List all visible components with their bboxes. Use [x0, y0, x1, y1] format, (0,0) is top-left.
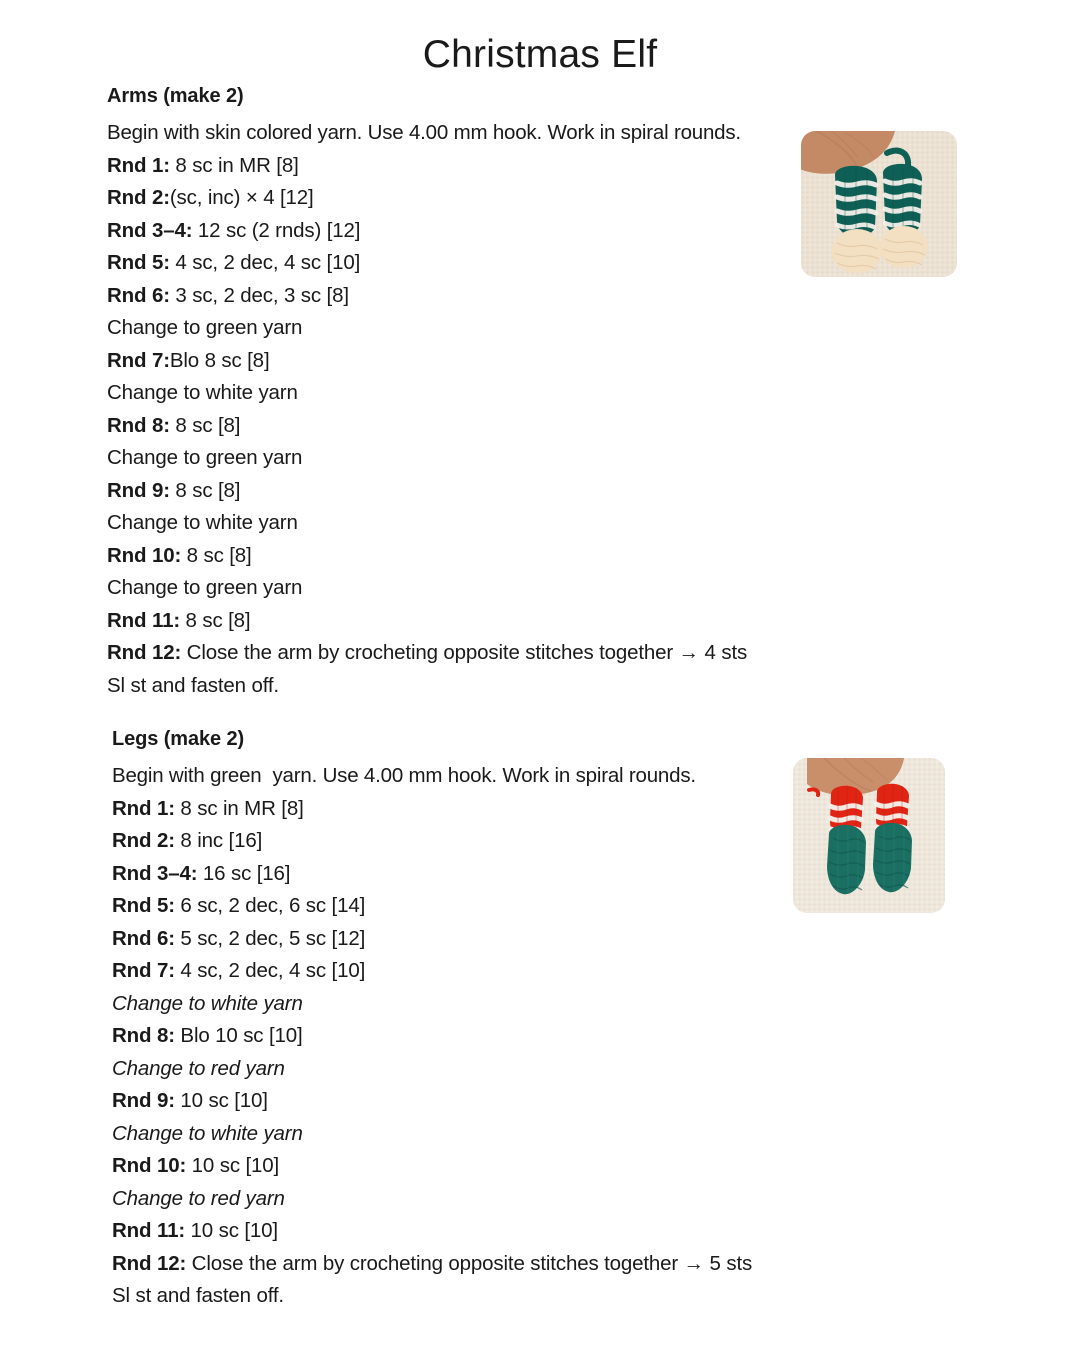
note-row: [112, 1280, 812, 1313]
instruction-row: [107, 247, 807, 280]
instruction-text: 6 sc, 2 dec, 6 sc [14]: [174, 894, 366, 917]
instruction-text: Close the arm by crocheting opposite stitches together → 5 sts: [186, 1251, 753, 1275]
section-intro-legs: Begin with green yarn. Use 4.00 mm hook. Work in spiral rounds.: [112, 764, 696, 787]
instruction-row: [107, 182, 807, 215]
instruction-text: 10 sc [10]: [185, 1219, 278, 1242]
instruction-row: [107, 540, 807, 573]
instruction-text: 3 sc, 2 dec, 3 sc [8]: [169, 283, 349, 307]
instruction-row: [112, 825, 812, 858]
note-row: [112, 988, 812, 1021]
round-label: Rnd 11:: [107, 608, 180, 632]
instruction-row: [107, 345, 807, 378]
instruction-text: Sl st and fasten off.: [112, 1284, 284, 1307]
instruction-row: [112, 793, 812, 826]
instruction-text: (sc, inc) × 4 [12]: [169, 186, 314, 209]
instruction-row: [112, 890, 812, 923]
note-row: [107, 507, 807, 540]
instruction-row: [112, 955, 812, 988]
instruction-text: Change to green yarn: [107, 316, 303, 339]
round-label: Rnd 1:: [112, 796, 175, 820]
instruction-text: Change to white yarn: [107, 511, 298, 534]
instruction-text: Change to green yarn: [107, 446, 303, 469]
instruction-row: [112, 858, 812, 891]
section-heading-arms: Arms (make 2): [107, 85, 244, 107]
page-title: Christmas Elf: [422, 33, 658, 76]
round-label: Rnd 2:: [112, 829, 175, 852]
legs-photo-image: [793, 758, 945, 913]
instruction-text: 16 sc [16]: [197, 861, 291, 885]
instruction-text: Change to red yarn: [112, 1186, 285, 1210]
instruction-row: [107, 475, 807, 508]
instruction-text: 8 sc in MR [8]: [174, 796, 304, 820]
pattern-section-legs: [112, 727, 812, 1313]
instruction-text: 8 sc [8]: [181, 543, 252, 567]
instruction-text: 12 sc (2 rnds) [12]: [192, 218, 361, 242]
round-label: Rnd 2:: [107, 186, 170, 209]
instruction-text: Close the arm by crocheting opposite stitches together → 4 sts: [181, 641, 748, 664]
instruction-row: [112, 1150, 812, 1183]
round-label: Rnd 10:: [107, 543, 182, 567]
arms-photo-image: [801, 131, 957, 277]
round-label: Rnd 7:: [107, 348, 170, 372]
round-label: Rnd 9:: [112, 1089, 175, 1112]
legs-photo: [793, 758, 945, 913]
instruction-text: 8 sc [8]: [180, 608, 251, 632]
round-label: Rnd 8:: [107, 413, 170, 437]
round-label: Rnd 10:: [112, 1154, 187, 1177]
instruction-row: [107, 605, 807, 638]
instruction-text: Blo 8 sc [8]: [169, 348, 270, 372]
note-row: [107, 670, 807, 703]
round-label: Rnd 6:: [107, 283, 170, 307]
instruction-text: Sl st and fasten off.: [107, 673, 279, 697]
instruction-text: Change to white yarn: [112, 991, 303, 1015]
instruction-text: Blo 10 sc [10]: [174, 1024, 303, 1047]
instruction-text: 8 sc in MR [8]: [169, 153, 299, 177]
instruction-row: [112, 1215, 812, 1248]
section-intro-arms: Begin with skin colored yarn. Use 4.00 mm hook. Work in spiral rounds.: [107, 121, 741, 144]
instruction-text: Change to white yarn: [107, 381, 298, 404]
instruction-list-legs: [112, 793, 812, 1313]
instruction-row: [107, 637, 807, 670]
instruction-text: 4 sc, 2 dec, 4 sc [10]: [169, 251, 361, 274]
instruction-text: Change to red yarn: [112, 1056, 285, 1080]
instruction-text: Change to white yarn: [112, 1121, 303, 1145]
instruction-text: 8 inc [16]: [174, 829, 263, 852]
instruction-text: 10 sc [10]: [186, 1154, 280, 1177]
arms-photo: [801, 131, 957, 277]
instruction-text: Change to green yarn: [107, 576, 303, 599]
instruction-row: [107, 280, 807, 313]
note-row: [112, 1183, 812, 1216]
note-row: [107, 442, 807, 475]
round-label: Rnd 3–4:: [107, 218, 193, 242]
round-label: Rnd 7:: [112, 959, 175, 982]
round-label: Rnd 3–4:: [112, 861, 198, 885]
round-label: Rnd 5:: [107, 251, 170, 274]
instruction-text: 8 sc [8]: [169, 413, 241, 437]
round-label: Rnd 1:: [107, 153, 170, 177]
note-row: [107, 312, 807, 345]
instruction-row: [107, 215, 807, 248]
round-label: Rnd 5:: [112, 894, 175, 917]
pattern-section-arms: [107, 84, 807, 702]
round-label: Rnd 12:: [107, 641, 182, 664]
note-row: [107, 572, 807, 605]
note-row: [107, 377, 807, 410]
instruction-row: [112, 923, 812, 956]
instruction-row: [112, 1248, 812, 1281]
instruction-text: 5 sc, 2 dec, 5 sc [12]: [174, 926, 366, 950]
round-label: Rnd 9:: [107, 478, 170, 502]
instruction-text: 4 sc, 2 dec, 4 sc [10]: [174, 959, 366, 982]
instruction-row: [112, 1085, 812, 1118]
instruction-text: 8 sc [8]: [169, 478, 241, 502]
round-label: Rnd 8:: [112, 1024, 175, 1047]
instruction-row: [107, 410, 807, 443]
instruction-row: [107, 150, 807, 183]
section-heading-legs: Legs (make 2): [112, 728, 245, 750]
instruction-list-arms: [107, 150, 807, 703]
round-label: Rnd 6:: [112, 926, 175, 950]
round-label: Rnd 11:: [112, 1219, 185, 1242]
round-label: Rnd 12:: [112, 1251, 187, 1275]
instruction-text: 10 sc [10]: [174, 1089, 268, 1112]
note-row: [112, 1053, 812, 1086]
note-row: [112, 1118, 812, 1151]
instruction-row: [112, 1020, 812, 1053]
